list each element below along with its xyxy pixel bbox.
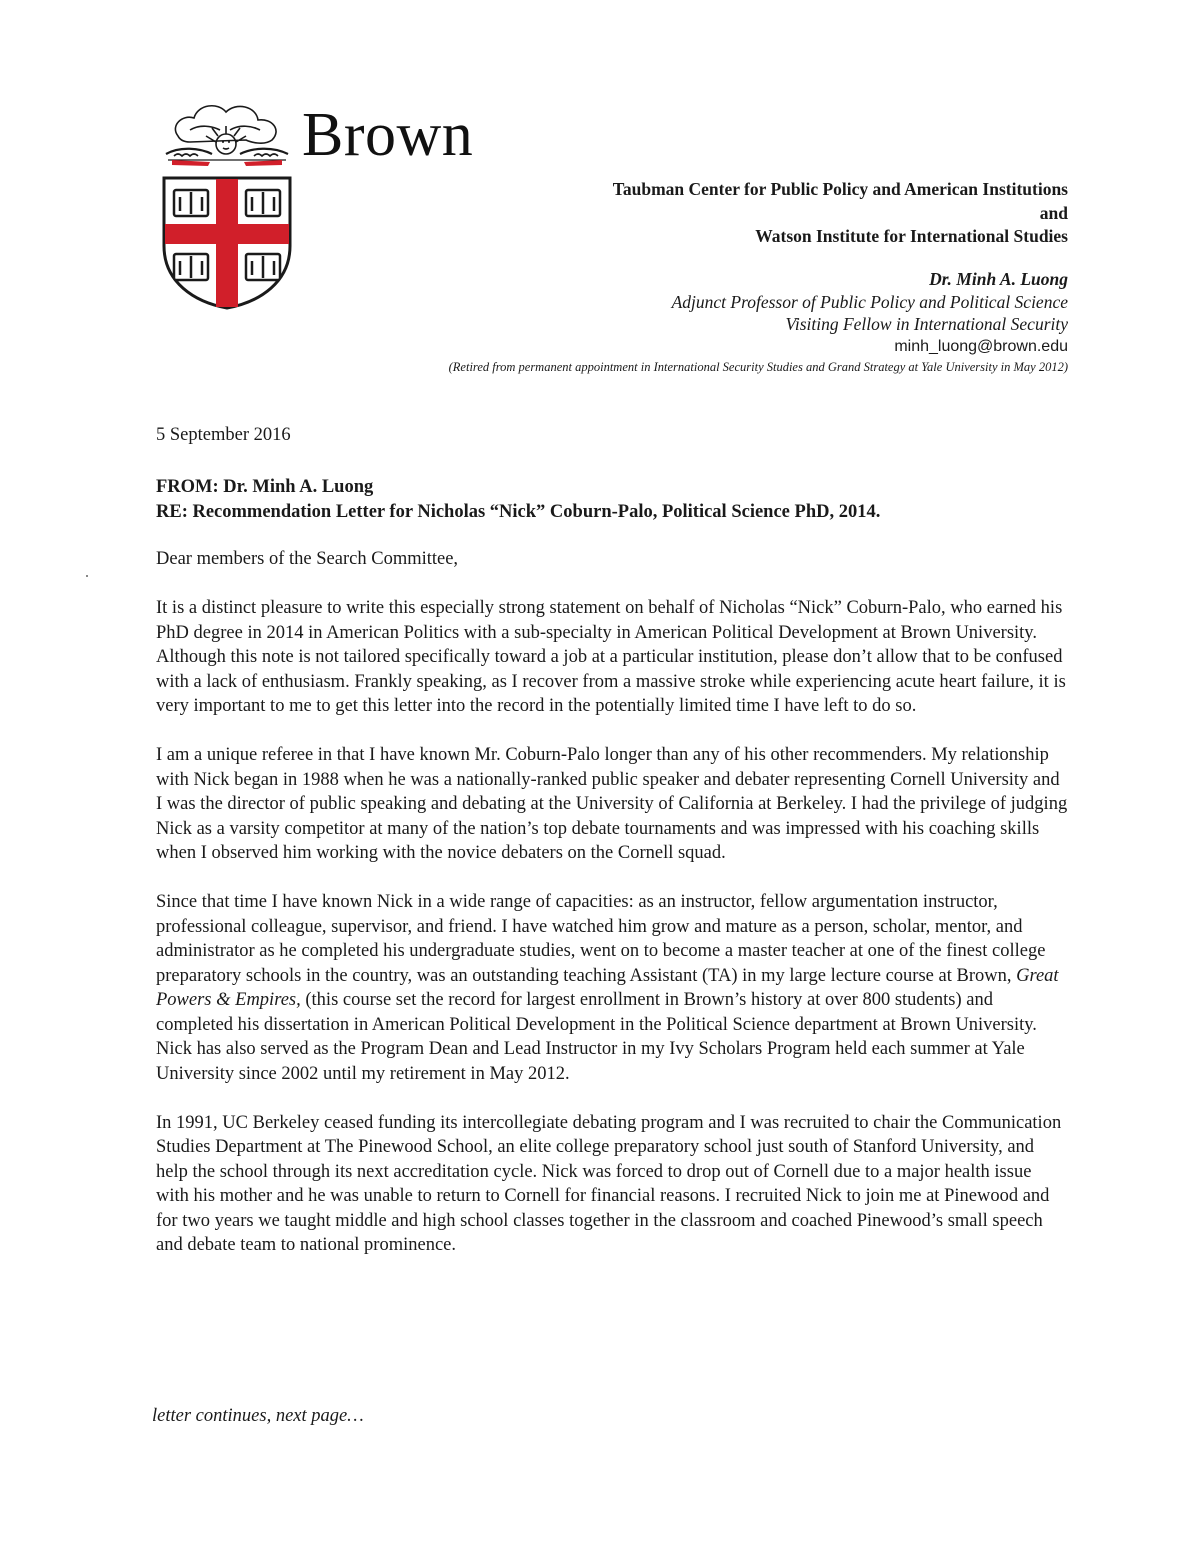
paragraph-3 xyxy=(156,890,1068,1086)
scan-artifact-dot xyxy=(86,575,88,577)
institution-taubman: Taubman Center for Public Policy and American Institutions xyxy=(612,179,1068,199)
author-title-1: Adjunct Professor of Public Policy and Political Science xyxy=(671,291,1068,312)
institution-conjunction: and xyxy=(1039,202,1068,223)
continuation-note: letter continues, next page… xyxy=(152,1406,364,1426)
memo-header xyxy=(156,475,880,525)
course-title: Great Powers & Empires, xyxy=(156,965,1059,1010)
paragraph-1: It is a distinct pleasure to write this especially strong statement on behalf of Nicholas “Nick” Coburn-Palo, who earned his PhD degree in 2014 in American Politics with a sub-specialty in American Political Development at Brown University. Although this note is not tailored specifically toward a job at a particular institution, please don’t allow that to be confused with a lack of enthusiasm. Frankly speaking, as I recover from a massive stroke while experiencing acute heart failure, it is very important to me to get this letter into the record in the potentially limited time I have left to do so. xyxy=(156,598,1066,716)
author-title-2: Visiting Fellow in International Security xyxy=(785,314,1068,334)
salutation: Dear members of the Search Committee, xyxy=(156,549,459,569)
letter-body xyxy=(156,547,1068,1282)
re-line: RE: Recommendation Letter for Nicholas “Nick” Coburn-Palo, Political Science PhD, 2014. xyxy=(156,502,881,522)
paragraph-4: In 1991, UC Berkeley ceased funding its intercollegiate debating program and I was recruited to chair the Communication Studies Department at The Pinewood School, an elite college preparatory school just south of Stanford University, and help the school through its next accreditation cycle. Nick was forced to drop out of Cornell due to a major health issue with his mother and he was unable to return to Cornell for financial reasons. I recruited Nick to join me at Pinewood and for two years we taught middle and high school classes together in the classroom and coached Pinewood’s small speech and debate team to national prominence. xyxy=(156,1112,1062,1255)
retirement-note: (Retired from permanent appointment in International Security Studies and Grand Strategy at Yale University in May 2012) xyxy=(448,360,1068,374)
brown-shield-icon xyxy=(160,96,295,311)
institution-names xyxy=(613,178,1068,249)
from-line: FROM: Dr. Minh A. Luong xyxy=(156,477,374,497)
paragraph-3-text-a: Since that time I have known Nick in a wide range of capacities: as an instructor, fellow argumentation instructor, professional colleague, supervisor, and friend. I have watched him grow and mature as a person, scholar, mentor, and administrator as he completed his undergraduate studies, went on to become a master teacher at one of the finest college preparatory schools in the country, was an outstanding teaching Assistant (TA) in my large lecture course at Brown, xyxy=(156,892,1046,986)
author-email: minh_luong@brown.edu xyxy=(894,337,1068,355)
institution-watson: Watson Institute for International Studies xyxy=(755,226,1068,246)
author-signature-block xyxy=(449,268,1068,376)
author-name: Dr. Minh A. Luong xyxy=(929,269,1068,289)
paragraph-2: I am a unique referee in that I have known Mr. Coburn-Palo longer than any of his other recommenders. My relationship with Nick began in 1988 when he was a nationally-ranked public speaker and debater representing Cornell University and I was the director of public speaking and debating at the University of California at Berkeley. I had the privilege of judging Nick as a varsity competitor at many of the nation’s top debate tournaments and was impressed with his coaching skills when I observed him working with the novice debaters on the Cornell squad. xyxy=(156,745,1068,863)
letter-date: 5 September 2016 xyxy=(156,425,291,445)
brown-wordmark: Brown xyxy=(302,101,474,169)
paragraph-3-text-b: (this course set the record for largest enrollment in Brown’s history at over 800 students) and completed his dissertation in American Political Development in the Political Science department at Brown University. Nick has also served as the Program Dean and Lead Instructor in my Ivy Scholars Program held each summer at Yale University since 2002 until my retirement in May 2012. xyxy=(156,990,1037,1084)
